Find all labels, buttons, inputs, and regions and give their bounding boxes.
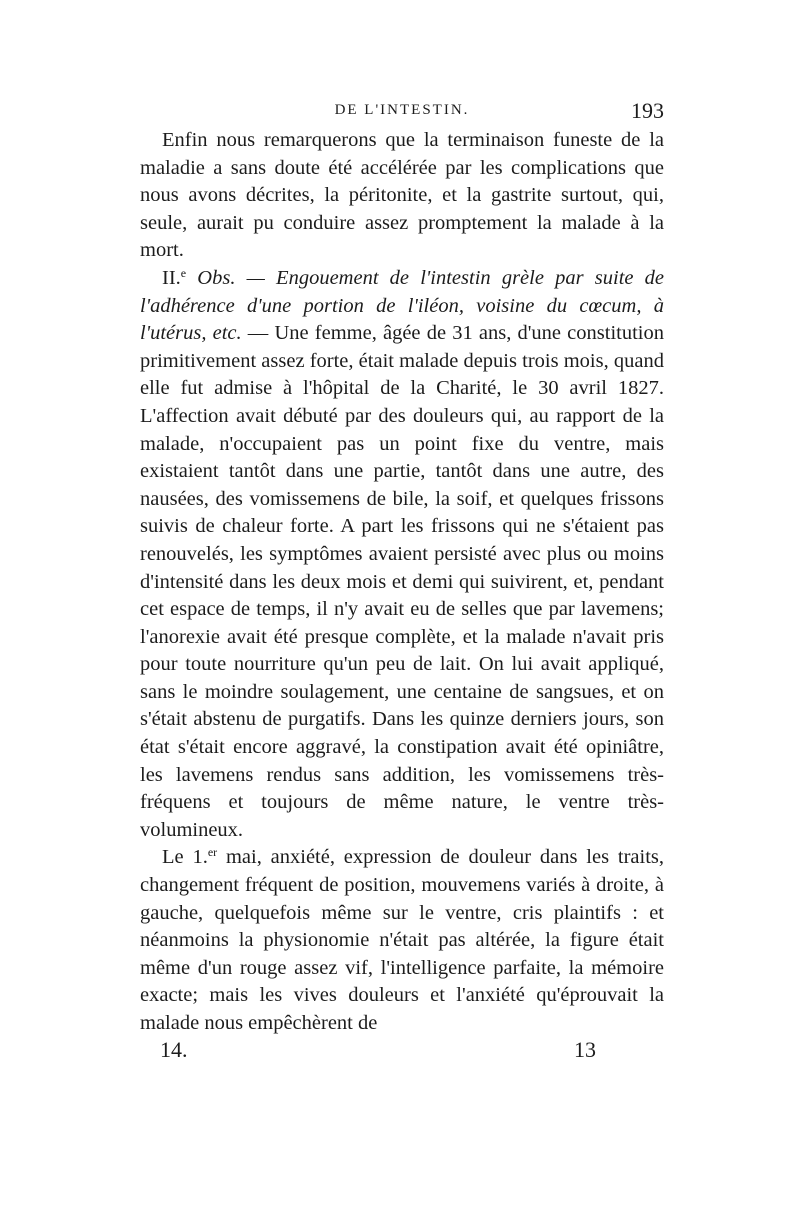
paragraph-first-may xyxy=(140,844,664,1037)
date-start: Le 1. xyxy=(162,846,208,869)
body-text xyxy=(140,127,664,1038)
signature-mark-left: 14. xyxy=(160,1037,188,1062)
observation-number-sup: e xyxy=(180,265,187,280)
running-head-title: DE L'INTESTIN. xyxy=(334,102,470,118)
observation-title: — Engouement de l'intestin grèle par suite de l'adhérence d'une portion de l'iléon, voisine du cœcum, à l'utérus, etc. xyxy=(140,266,665,345)
date-sup: er xyxy=(207,845,218,860)
running-head xyxy=(140,98,664,126)
page-footer xyxy=(140,1037,664,1067)
observation-number: II. xyxy=(162,266,181,289)
signature-mark-right: 13 xyxy=(574,1037,596,1062)
paragraph-observation-2 xyxy=(140,265,664,844)
paragraph-conclusion: Enfin nous remarquerons que la terminaison funeste de la maladie a sans doute été accélérée par les complications que nous avons décrites, la péritonite, et la gastrite surtout, qui, seule, aurait pu conduire assez promptement la malade à la mort. xyxy=(140,129,664,262)
first-may-body: mai, anxiété, expression de douleur dans les traits, changement fréquent de position, mouvemens variés à droite, à gauche, quelquefois même sur le ventre, cris plaintifs : et néanmoins la physionomie n'était pas altérée, la figure était même d'un rouge assez vif, l'intelligence parfaite, la mémoire exacte; mais les vives douleurs et l'anxiété qu'éprouvait la malade nous empêchèrent de xyxy=(140,846,664,1034)
observation-abbrev: Obs. xyxy=(197,266,236,289)
observation-body: — Une femme, âgée de 31 ans, d'une constitution primitivement assez forte, était malade depuis trois mois, quand elle fut admise à l'hôpital de la Charité, le 30 avril 1827. L'affection avait débuté par des douleurs qui, au rapport de la malade, n'occupaient pas un point fixe du ventre, mais existaient tantôt dans une partie, tantôt dans une autre, des nausées, des vomissemens de bile, la soif, et quelques frissons suivis de chaleur forte. A part les frissons qui ne s'étaient pas renouvelés, les symptômes avaient persisté avec plus ou moins d'intensité dans les deux mois et demi qui suivirent, et, pendant cet espace de temps, il n'y avait eu de selles que par lavemens; l'anorexie avait été presque complète, et la malade n'avait pris pour toute nourriture qu'un peu de lait. On lui avait appliqué, sans le moindre soulagement, une centaine de sangsues, et on s'était abstenu de purgatifs. Dans les quinze derniers jours, son état s'était encore aggravé, la constipation avait été opiniâtre, les lavemens rendus sans addition, les vomissemens très-fréquens et toujours de même nature, le ventre très-volumineux. xyxy=(140,322,664,841)
page-number: 193 xyxy=(631,98,664,123)
